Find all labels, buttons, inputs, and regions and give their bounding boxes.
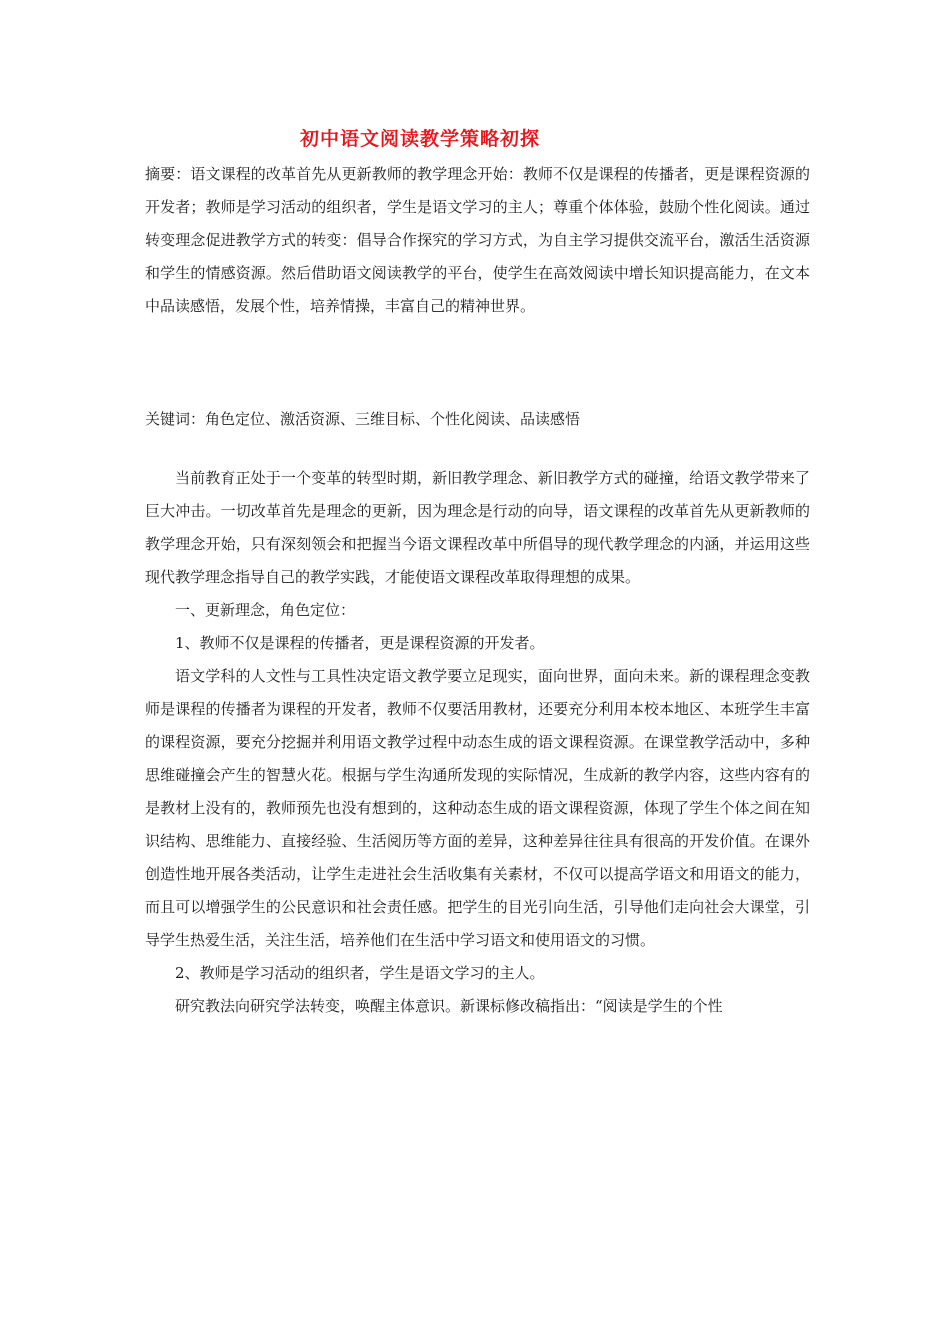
document-title: 初中语文阅读教学策略初探 bbox=[300, 128, 541, 150]
abstract-paragraph: 摘要：语文课程的改革首先从更新教师的教学理念开始：教师不仅是课程的传播者，更是课程资源的开发者；教师是学习活动的组织者，学生是语文学习的主人；尊重个体体验，鼓励个性化阅读。通过转变理念促进教学方式的转变：倡导合作探究的学习方式，为自主学习提供交流平台，激活生活资源和学生的情感资源。然后借助语文阅读教学的平台，使学生在高效阅读中增长知识提高能力，在文本中品读感悟，发展个性，培养情操，丰富自己的精神世界。 bbox=[145, 165, 810, 315]
body-text bbox=[145, 462, 810, 1023]
section-heading: 一、更新理念，角色定位： bbox=[175, 601, 356, 619]
subsection-heading-2: 2、教师是学习活动的组织者，学生是语文学习的主人。 bbox=[175, 964, 545, 982]
body-paragraph: 语文学科的人文性与工具性决定语文教学要立足现实，面向世界，面向未来。新的课程理念变教师是课程的传播者为课程的开发者，教师不仅要活用教材，还要充分利用本校本地区、本班学生丰富的课程资源，要充分挖掘并利用语文教学过程中动态生成的语文课程资源。在课堂教学活动中，多种思维碰撞会产生的智慧火花。根据与学生沟通所发现的实际情况，生成新的教学内容，这些内容有的是教材上没有的，教师预先也没有想到的，这种动态生成的语文课程资源，体现了学生个体之间在知识结构、思维能力、直接经验、生活阅历等方面的差异，这种差异往往具有很高的开发价值。在课外创造性地开展各类活动，让学生走进社会生活收集有关素材，不仅可以提高学语文和用语文的能力，而且可以增强学生的公民意识和社会责任感。把学生的目光引向生活，引导他们走向社会大课堂，引导学生热爱生活，关注生活，培养他们在生活中学习语文和使用语文的习惯。 bbox=[145, 667, 810, 949]
subsection-heading-1: 1、教师不仅是课程的传播者，更是课程资源的开发者。 bbox=[175, 634, 545, 652]
body-paragraph: 研究教法向研究学法转变，唤醒主体意识。新课标修改稿指出：“阅读是学生的个性 bbox=[175, 997, 723, 1015]
keywords-line: 关键词：角色定位、激活资源、三维目标、个性化阅读、品读感悟 bbox=[145, 410, 581, 428]
intro-paragraph: 当前教育正处于一个变革的转型时期，新旧教学理念、新旧教学方式的碰撞，给语文教学带来了巨大冲击。一切改革首先是理念的更新，因为理念是行动的向导，语文课程的改革首先从更新教师的教学理念开始，只有深刻领会和把握当今语文课程改革中所倡导的现代教学理念的内涵，并运用这些现代教学理念指导自己的教学实践，才能使语文课程改革取得理想的成果。 bbox=[145, 469, 810, 586]
